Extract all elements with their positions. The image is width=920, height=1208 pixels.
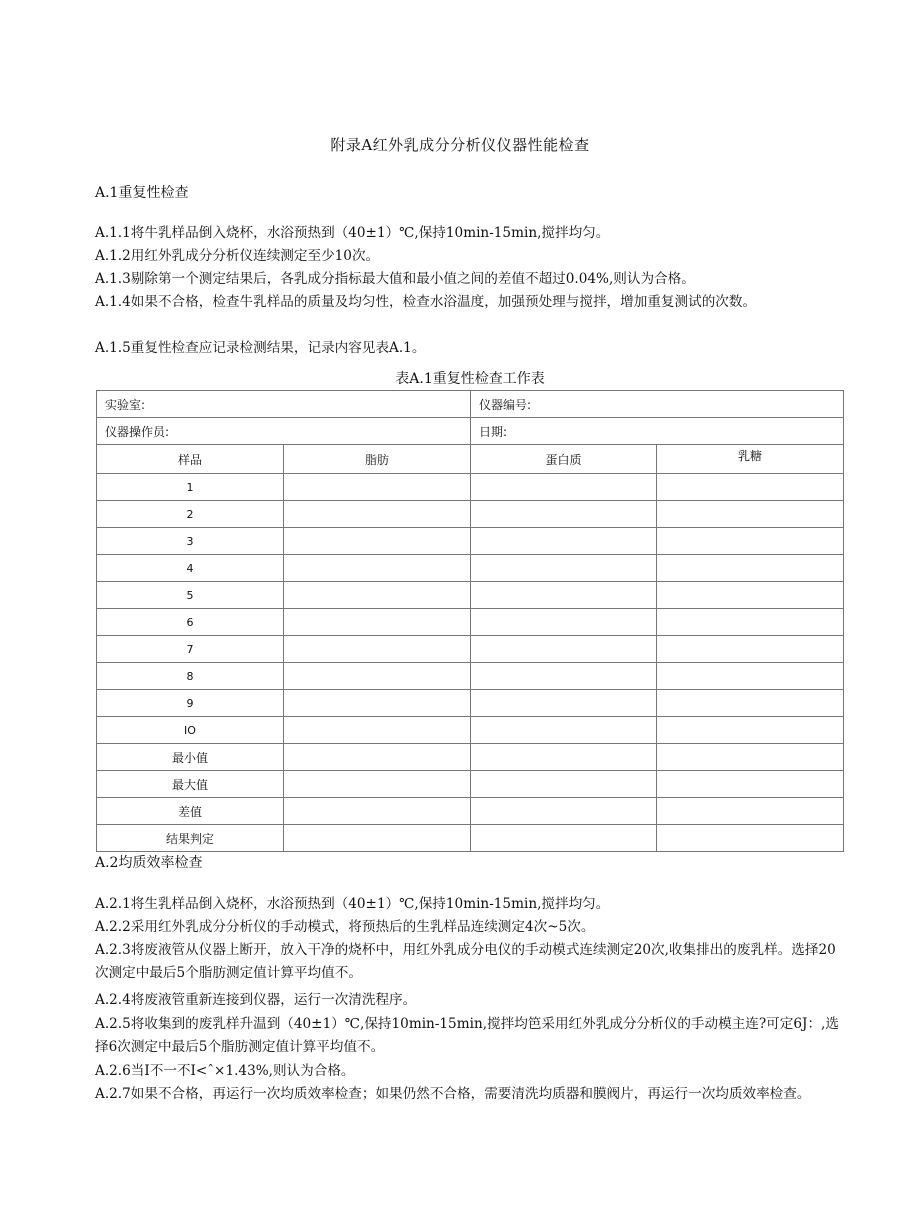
a1-item-4: A.1.4如果不合格，检查牛乳样品的质量及均匀性，检查水浴温度，加强预处理与搅拌，增加重复测试的次数。 — [95, 294, 757, 310]
section-a2-heading: A.2均质效率检查 — [95, 855, 203, 871]
row-label: 5 — [97, 582, 284, 609]
empty-cell — [657, 609, 844, 636]
table-row — [97, 690, 844, 717]
table-row — [97, 474, 844, 501]
empty-cell — [657, 555, 844, 582]
empty-cell — [284, 690, 471, 717]
empty-cell — [657, 744, 844, 771]
a2-item-3: A.2.3将废液管从仪器上断开，放入干净的烧杯中，用红外乳成分电仪的手动模式连续测定20次,收集排出的废乳样。选择20次测定中最后5个脂肪测定值计算平均值不。 — [95, 942, 836, 981]
row-label: 结果判定 — [97, 825, 284, 852]
a2-item-2: A.2.2采用红外乳成分分析仪的手动模式，将预热后的生乳样品连续测定4次~5次。 — [95, 919, 595, 935]
repeatability-worksheet-table — [96, 390, 844, 852]
empty-cell — [284, 798, 471, 825]
empty-cell — [471, 636, 657, 663]
table-row — [97, 717, 844, 744]
a2-item-4: A.2.4将废液管重新连接到仪器，运行一次清洗程序。 — [95, 992, 417, 1008]
table-row — [97, 555, 844, 582]
row-label: 9 — [97, 690, 284, 717]
row-label: 最小值 — [97, 744, 284, 771]
instrument-no-label: 仪器编号: — [471, 391, 844, 418]
empty-cell — [284, 663, 471, 690]
table-row — [97, 501, 844, 528]
row-label: 4 — [97, 555, 284, 582]
table-header-row — [97, 445, 844, 474]
date-label: 日期: — [471, 418, 844, 445]
empty-cell — [284, 582, 471, 609]
lab-label: 实验室: — [97, 391, 471, 418]
row-label: 最大值 — [97, 771, 284, 798]
row-label: 7 — [97, 636, 284, 663]
table-row — [97, 744, 844, 771]
empty-cell — [284, 636, 471, 663]
row-label: 差值 — [97, 798, 284, 825]
section-a1-heading: A.1重复性检查 — [95, 185, 189, 201]
table-row — [97, 798, 844, 825]
col-header-sample: 样品 — [97, 445, 284, 474]
table-caption: 表A.1重复性检查工作表 — [395, 371, 545, 387]
a1-item-3: A.1.3剔除第一个测定结果后，各乳成分指标最大值和最小值之间的差值不超过0.04%,则认为合格。 — [95, 271, 695, 287]
table-row — [97, 825, 844, 852]
empty-cell — [471, 771, 657, 798]
a2-item-5: A.2.5将收集到的废乳样升温到（40±1）℃,保持10min-15min,搅拌均笆采用红外乳成分分析仪的手动模主连?可定6J：,选择6次测定中最后5个脂肪测定值计算平均值不。 — [95, 1016, 839, 1055]
empty-cell — [657, 501, 844, 528]
empty-cell — [284, 555, 471, 582]
empty-cell — [657, 636, 844, 663]
empty-cell — [471, 798, 657, 825]
empty-cell — [471, 528, 657, 555]
empty-cell — [284, 825, 471, 852]
row-label: 6 — [97, 609, 284, 636]
empty-cell — [657, 582, 844, 609]
table-meta-row — [97, 391, 844, 418]
a1-item-5: A.1.5重复性检查应记录检测结果，记录内容见表A.1。 — [95, 340, 426, 356]
empty-cell — [284, 501, 471, 528]
empty-cell — [657, 528, 844, 555]
empty-cell — [657, 663, 844, 690]
a1-item-1: A.1.1将牛乳样品倒入烧杯，水浴预热到（40±1）℃,保持10min-15min,搅拌均匀。 — [95, 225, 610, 241]
table-row — [97, 582, 844, 609]
row-label: 3 — [97, 528, 284, 555]
row-label: 2 — [97, 501, 284, 528]
empty-cell — [471, 609, 657, 636]
empty-cell — [284, 717, 471, 744]
empty-cell — [657, 474, 844, 501]
empty-cell — [284, 744, 471, 771]
empty-cell — [471, 555, 657, 582]
a2-item-7: A.2.7如果不合格，再运行一次均质效率检查；如果仍然不合格，需要清洗均质器和膜阀片，再运行一次均质效率检查。 — [95, 1086, 811, 1102]
empty-cell — [284, 474, 471, 501]
operator-label: 仪器操作员: — [97, 418, 471, 445]
row-label: 1 — [97, 474, 284, 501]
col-header-protein: 蛋白质 — [471, 445, 657, 474]
empty-cell — [471, 582, 657, 609]
empty-cell — [471, 744, 657, 771]
empty-cell — [284, 609, 471, 636]
empty-cell — [284, 771, 471, 798]
a2-item-6: A.2.6当I不一不I<ˆ×1.43%,则认为合格。 — [95, 1063, 355, 1079]
empty-cell — [657, 798, 844, 825]
table-row — [97, 771, 844, 798]
table-row — [97, 528, 844, 555]
empty-cell — [657, 771, 844, 798]
appendix-title: 附录A红外乳成分分析仪仪器性能检查 — [330, 136, 590, 154]
empty-cell — [471, 474, 657, 501]
col-header-fat: 脂肪 — [284, 445, 471, 474]
empty-cell — [657, 690, 844, 717]
table-row — [97, 609, 844, 636]
table-body — [97, 474, 844, 852]
empty-cell — [284, 528, 471, 555]
empty-cell — [471, 501, 657, 528]
a2-item-1: A.2.1将生乳样品倒入烧杯，水浴预热到（40±1）℃,保持10min-15min,搅拌均匀。 — [95, 896, 610, 912]
empty-cell — [471, 663, 657, 690]
table-meta-row — [97, 418, 844, 445]
table-row — [97, 663, 844, 690]
a1-item-2: A.1.2用红外乳成分分析仪连续测定至少10次。 — [95, 248, 380, 264]
empty-cell — [471, 690, 657, 717]
empty-cell — [657, 825, 844, 852]
empty-cell — [657, 717, 844, 744]
row-label: IO — [97, 717, 284, 744]
col-header-lactose: 乳糖 — [657, 445, 844, 474]
row-label: 8 — [97, 663, 284, 690]
empty-cell — [471, 717, 657, 744]
table-row — [97, 636, 844, 663]
empty-cell — [471, 825, 657, 852]
